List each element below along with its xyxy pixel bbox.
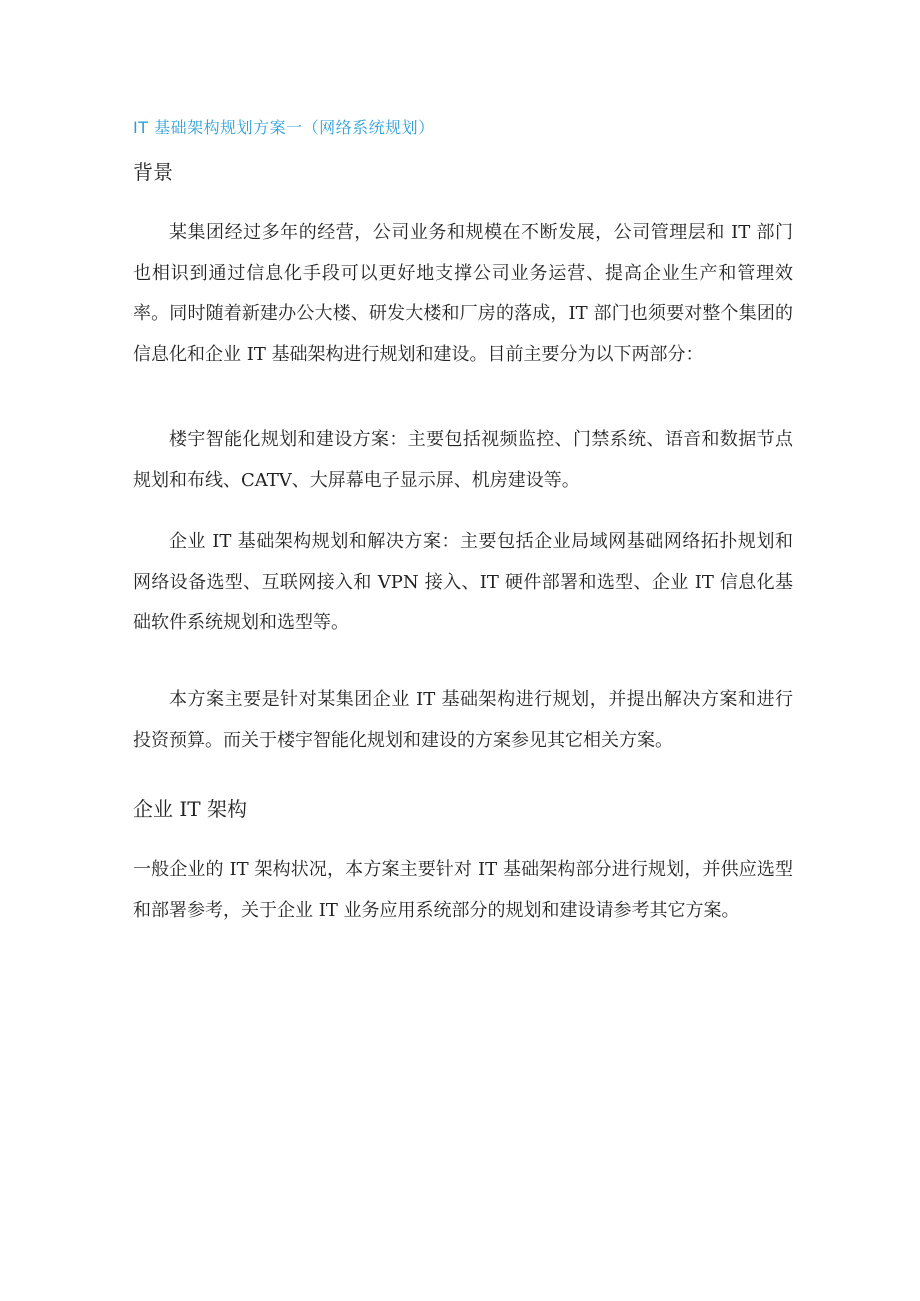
paragraph-scope: 本方案主要是针对某集团企业 IT 基础架构进行规划，并提出解决方案和进行投资预算。而关于楼宇智能化规划和建设的方案参见其它相关方案。 (133, 689, 793, 751)
section-heading-background: 背景 (133, 160, 173, 184)
section-heading-enterprise-it: 企业 IT 架构 (133, 797, 247, 821)
paragraph-background-intro: 某集团经过多年的经营，公司业务和规模在不断发展，公司管理层和 IT 部门也相识到通过信息化手段可以更好地支撑公司业务运营、提高企业生产和管理效率。同时随着新建办公大楼、研发大楼和厂房的落成，IT 部门也须要对整个集团的信息化和企业 IT 基础架构进行规划和建设。目前主要分为以下两部分： (133, 222, 793, 365)
paragraph-it-infrastructure: 企业 IT 基础架构规划和解决方案：主要包括企业局域网基础网络拓扑规划和网络设备选型、互联网接入和 VPN 接入、IT 硬件部署和选型、企业 IT 信息化基础软件系统规划和选型等。 (133, 531, 793, 633)
document-title: IT 基础架构规划方案一（网络系统规划） (133, 118, 435, 137)
paragraph-enterprise-it: 一般企业的 IT 架构状况，本方案主要针对 IT 基础架构部分进行规划，并供应选型和部署参考，关于企业 IT 业务应用系统部分的规划和建设请参考其它方案。 (133, 859, 793, 921)
paragraph-building-intelligence: 楼宇智能化规划和建设方案：主要包括视频监控、门禁系统、语音和数据节点规划和布线、CATV、大屏幕电子显示屏、机房建设等。 (133, 429, 793, 491)
